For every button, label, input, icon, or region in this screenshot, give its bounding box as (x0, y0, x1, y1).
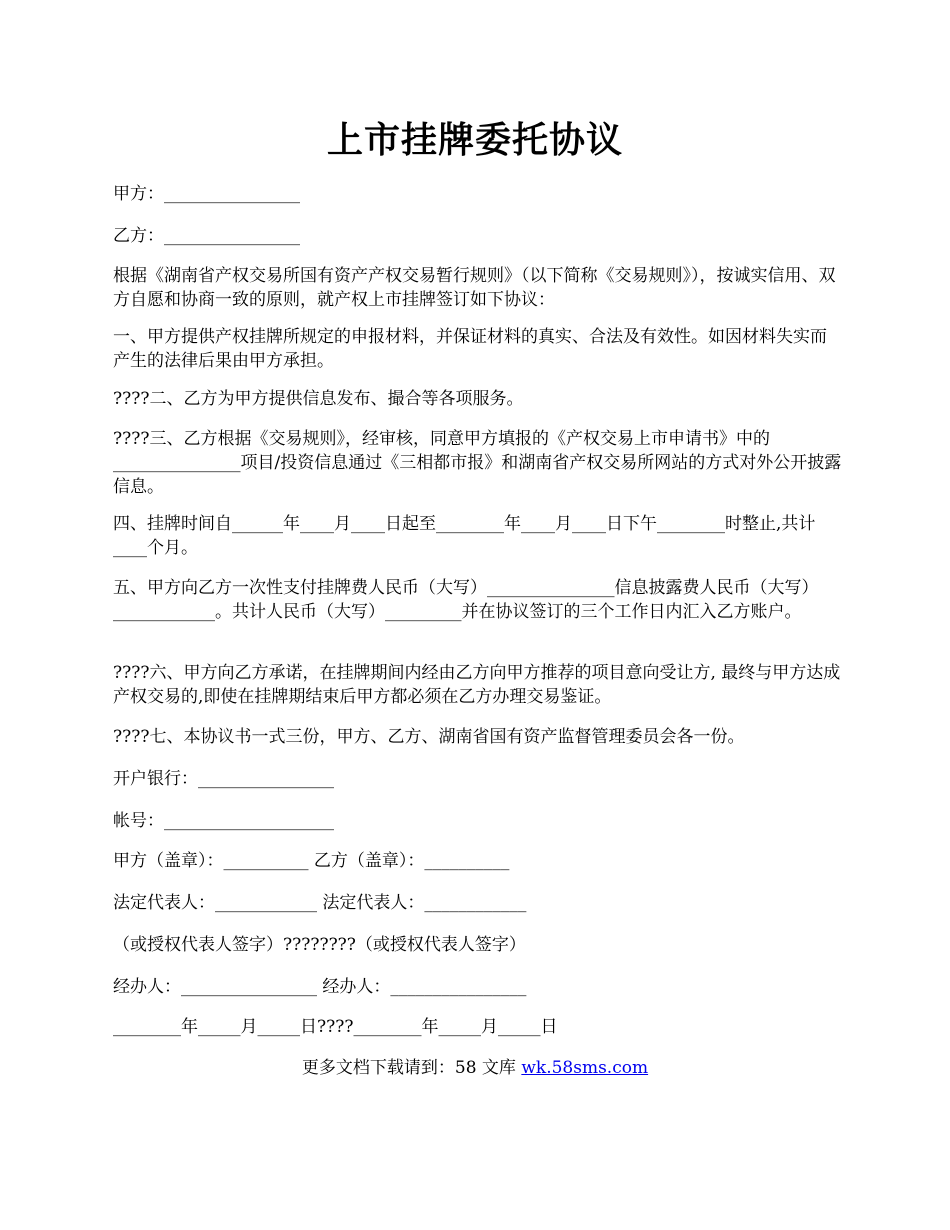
clause-3: ????三、乙方根据《交易规则》，经审核，同意甲方填报的《产权交易上市申请书》中的_______________项目/投资信息通过《三相都市报》和湖南省产权交易所网站的方式对外公开披露信息。 (113, 429, 842, 497)
footer-text: 更多文档下载请到：58 文库 (301, 1058, 522, 1078)
footer (0, 1056, 950, 1080)
seal-line: 甲方（盖章）：__________ 乙方（盖章）：__________ (113, 851, 510, 871)
document-title: 上市挂牌委托协议 (326, 119, 623, 161)
handler-line: 经办人：________________ 经办人：________________ (113, 977, 527, 997)
preamble-paragraph: 根据《湖南省产权交易所国有资产产权交易暂行规则》（以下简称《交易规则》），按诚实信用、双方自愿和协商一致的原则，就产权上市挂牌签订如下协议： (113, 266, 836, 310)
clause-1: 一、甲方提供产权挂牌所规定的申报材料，并保证材料的真实、合法及有效性。如因材料失实而产生的法律后果由甲方承担。 (113, 327, 827, 371)
clause-7: ????七、本协议书一式三份，甲方、乙方、湖南省国有资产监督管理委员会各一份。 (113, 727, 745, 747)
clause-5: 五、甲方向乙方一次性支付挂牌费人民币（大写）_______________信息披露费人民币（大写）____________。共计人民币（大写）_________并在协议签订的三个工作日内汇入乙方账户。 (113, 578, 819, 622)
date-line: ________年_____月_____日????________年_____月_____日 (113, 1017, 558, 1037)
account-line: 帐号：____________________ (113, 811, 334, 831)
clause-2: ????二、乙方为甲方提供信息发布、撮合等各项服务。 (113, 389, 524, 409)
legal-rep-line: 法定代表人：____________ 法定代表人：____________ (113, 893, 527, 913)
clause-4: 四、挂牌时间自______年____月____日起至________年____月____日下午________时整止,共计____个月。 (113, 514, 816, 558)
party-b-line: 乙方：________________ (113, 226, 300, 246)
bank-line: 开户银行：________________ (113, 769, 334, 789)
footer-link[interactable]: wk.58sms.com (521, 1058, 649, 1078)
party-a-line: 甲方：________________ (113, 184, 300, 204)
authorized-signature-line: （或授权代表人签字）????????（或授权代表人签字） (113, 935, 526, 955)
clause-6: ????六、甲方向乙方承诺，在挂牌期间内经由乙方向甲方推荐的项目意向受让方, 最终与甲方达成产权交易的,即使在挂牌期结束后甲方都必须在乙方办理交易鉴证。 (113, 663, 841, 707)
